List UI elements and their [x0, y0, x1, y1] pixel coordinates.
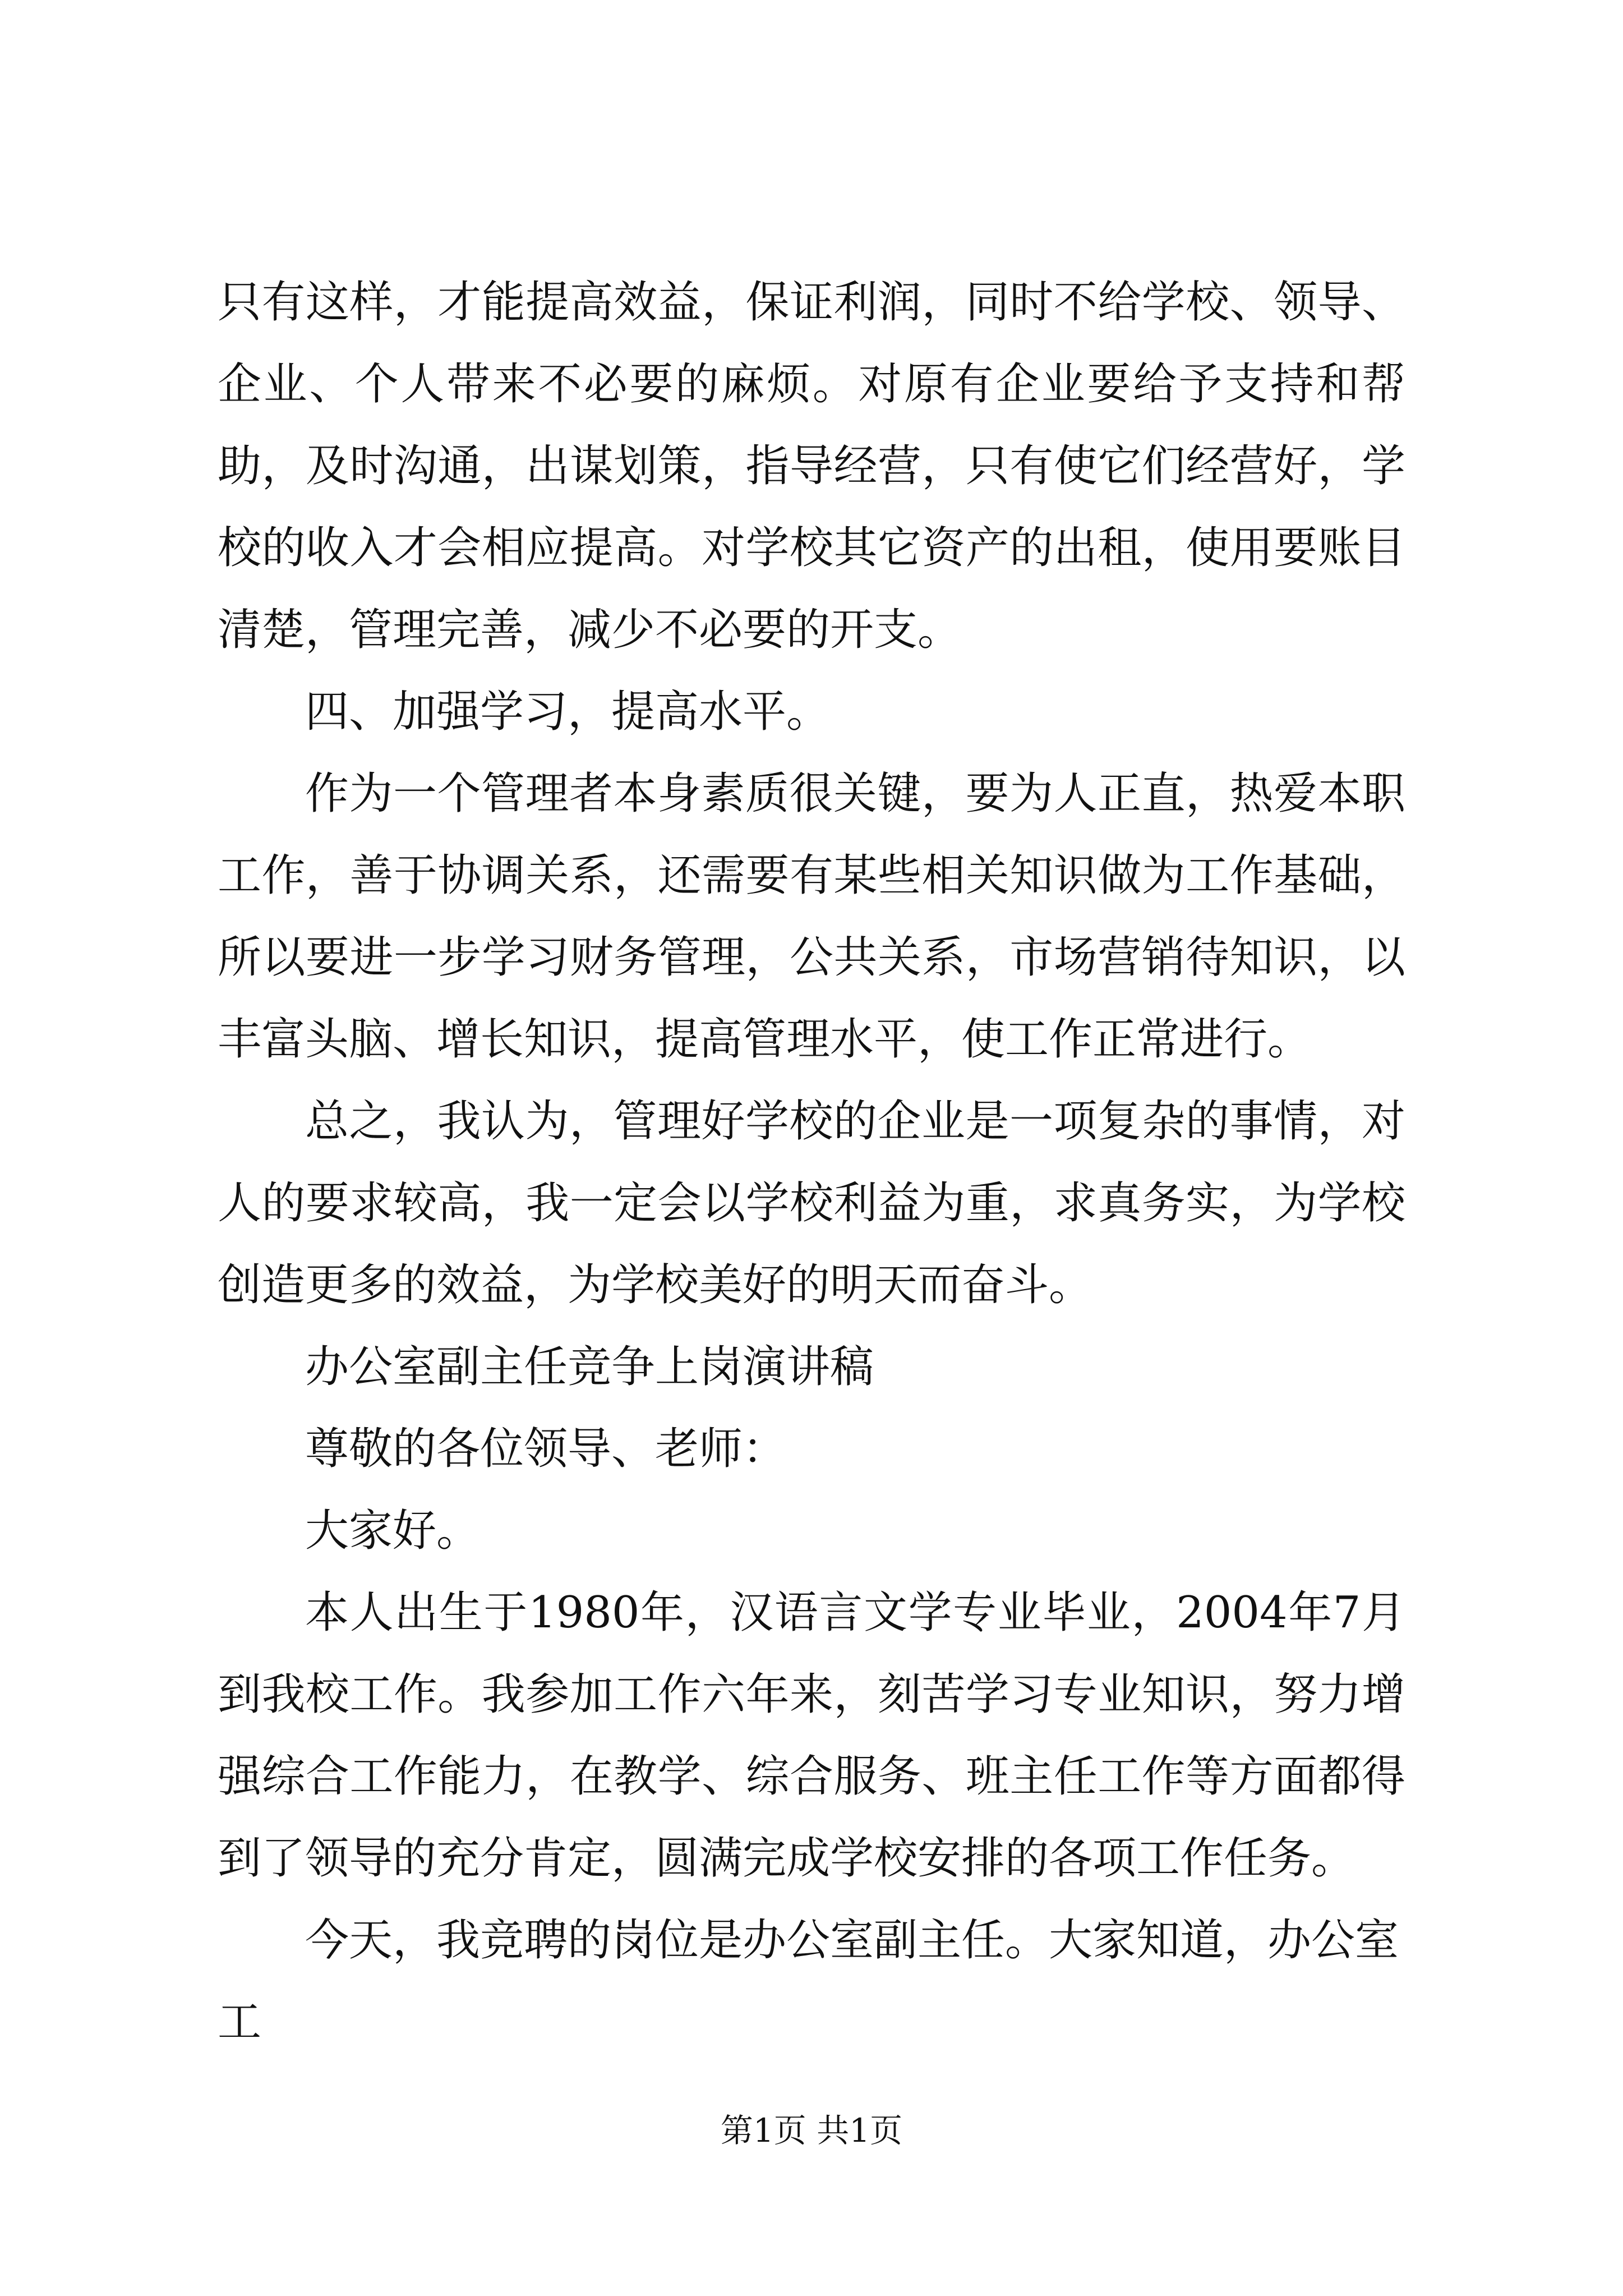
- document-body: [218, 261, 1405, 2063]
- section-heading-4: 四、加强学习，提高水平。: [305, 687, 831, 737]
- page-footer: 第1页 共1页: [720, 2111, 903, 2150]
- speech-title: 办公室副主任竞争上岗演讲稿: [305, 1342, 874, 1392]
- paragraph-intro: 本人出生于1980年，汉语言文学专业毕业，2004年7月到我校工作。我参加工作六年来，刻苦学习专业知识，努力增强综合工作能力，在教学、综合服务、班主任工作等方面都得到了领导的充分肯定，圆满完成学校安排的各项工作任务。: [218, 1588, 1405, 1884]
- paragraph-partial: 今天，我竞聘的岗位是办公室副主任。大家知道，办公室工: [218, 1915, 1399, 2047]
- paragraph-conclusion: 总之，我认为，管理好学校的企业是一项复杂的事情，对人的要求较高，我一定会以学校利益为重，求真务实，为学校创造更多的效益，为学校美好的明天而奋斗。: [218, 1096, 1405, 1310]
- paragraph: 作为一个管理者本身素质很关键，要为人正直，热爱本职工作，善于协调关系，还需要有某些相关知识做为工作基础，所以要进一步学习财务管理，公共关系，市场营销待知识，以丰富头脑、增长知识，提高管理水平，使工作正常进行。: [218, 769, 1405, 1065]
- paragraph-continuation: 只有这样，才能提高效益，保证利润，同时不给学校、领导、企业、个人带来不必要的麻烦。对原有企业要给予支持和帮助，及时沟通，出谋划策，指导经营，只有使它们经营好，学校的收入才会相应提高。对学校其它资产的出租，使用要账目清楚，管理完善，减少不必要的开支。: [218, 277, 1405, 655]
- greeting: 大家好。: [305, 1506, 481, 1556]
- salutation: 尊敬的各位领导、老师：: [305, 1424, 787, 1474]
